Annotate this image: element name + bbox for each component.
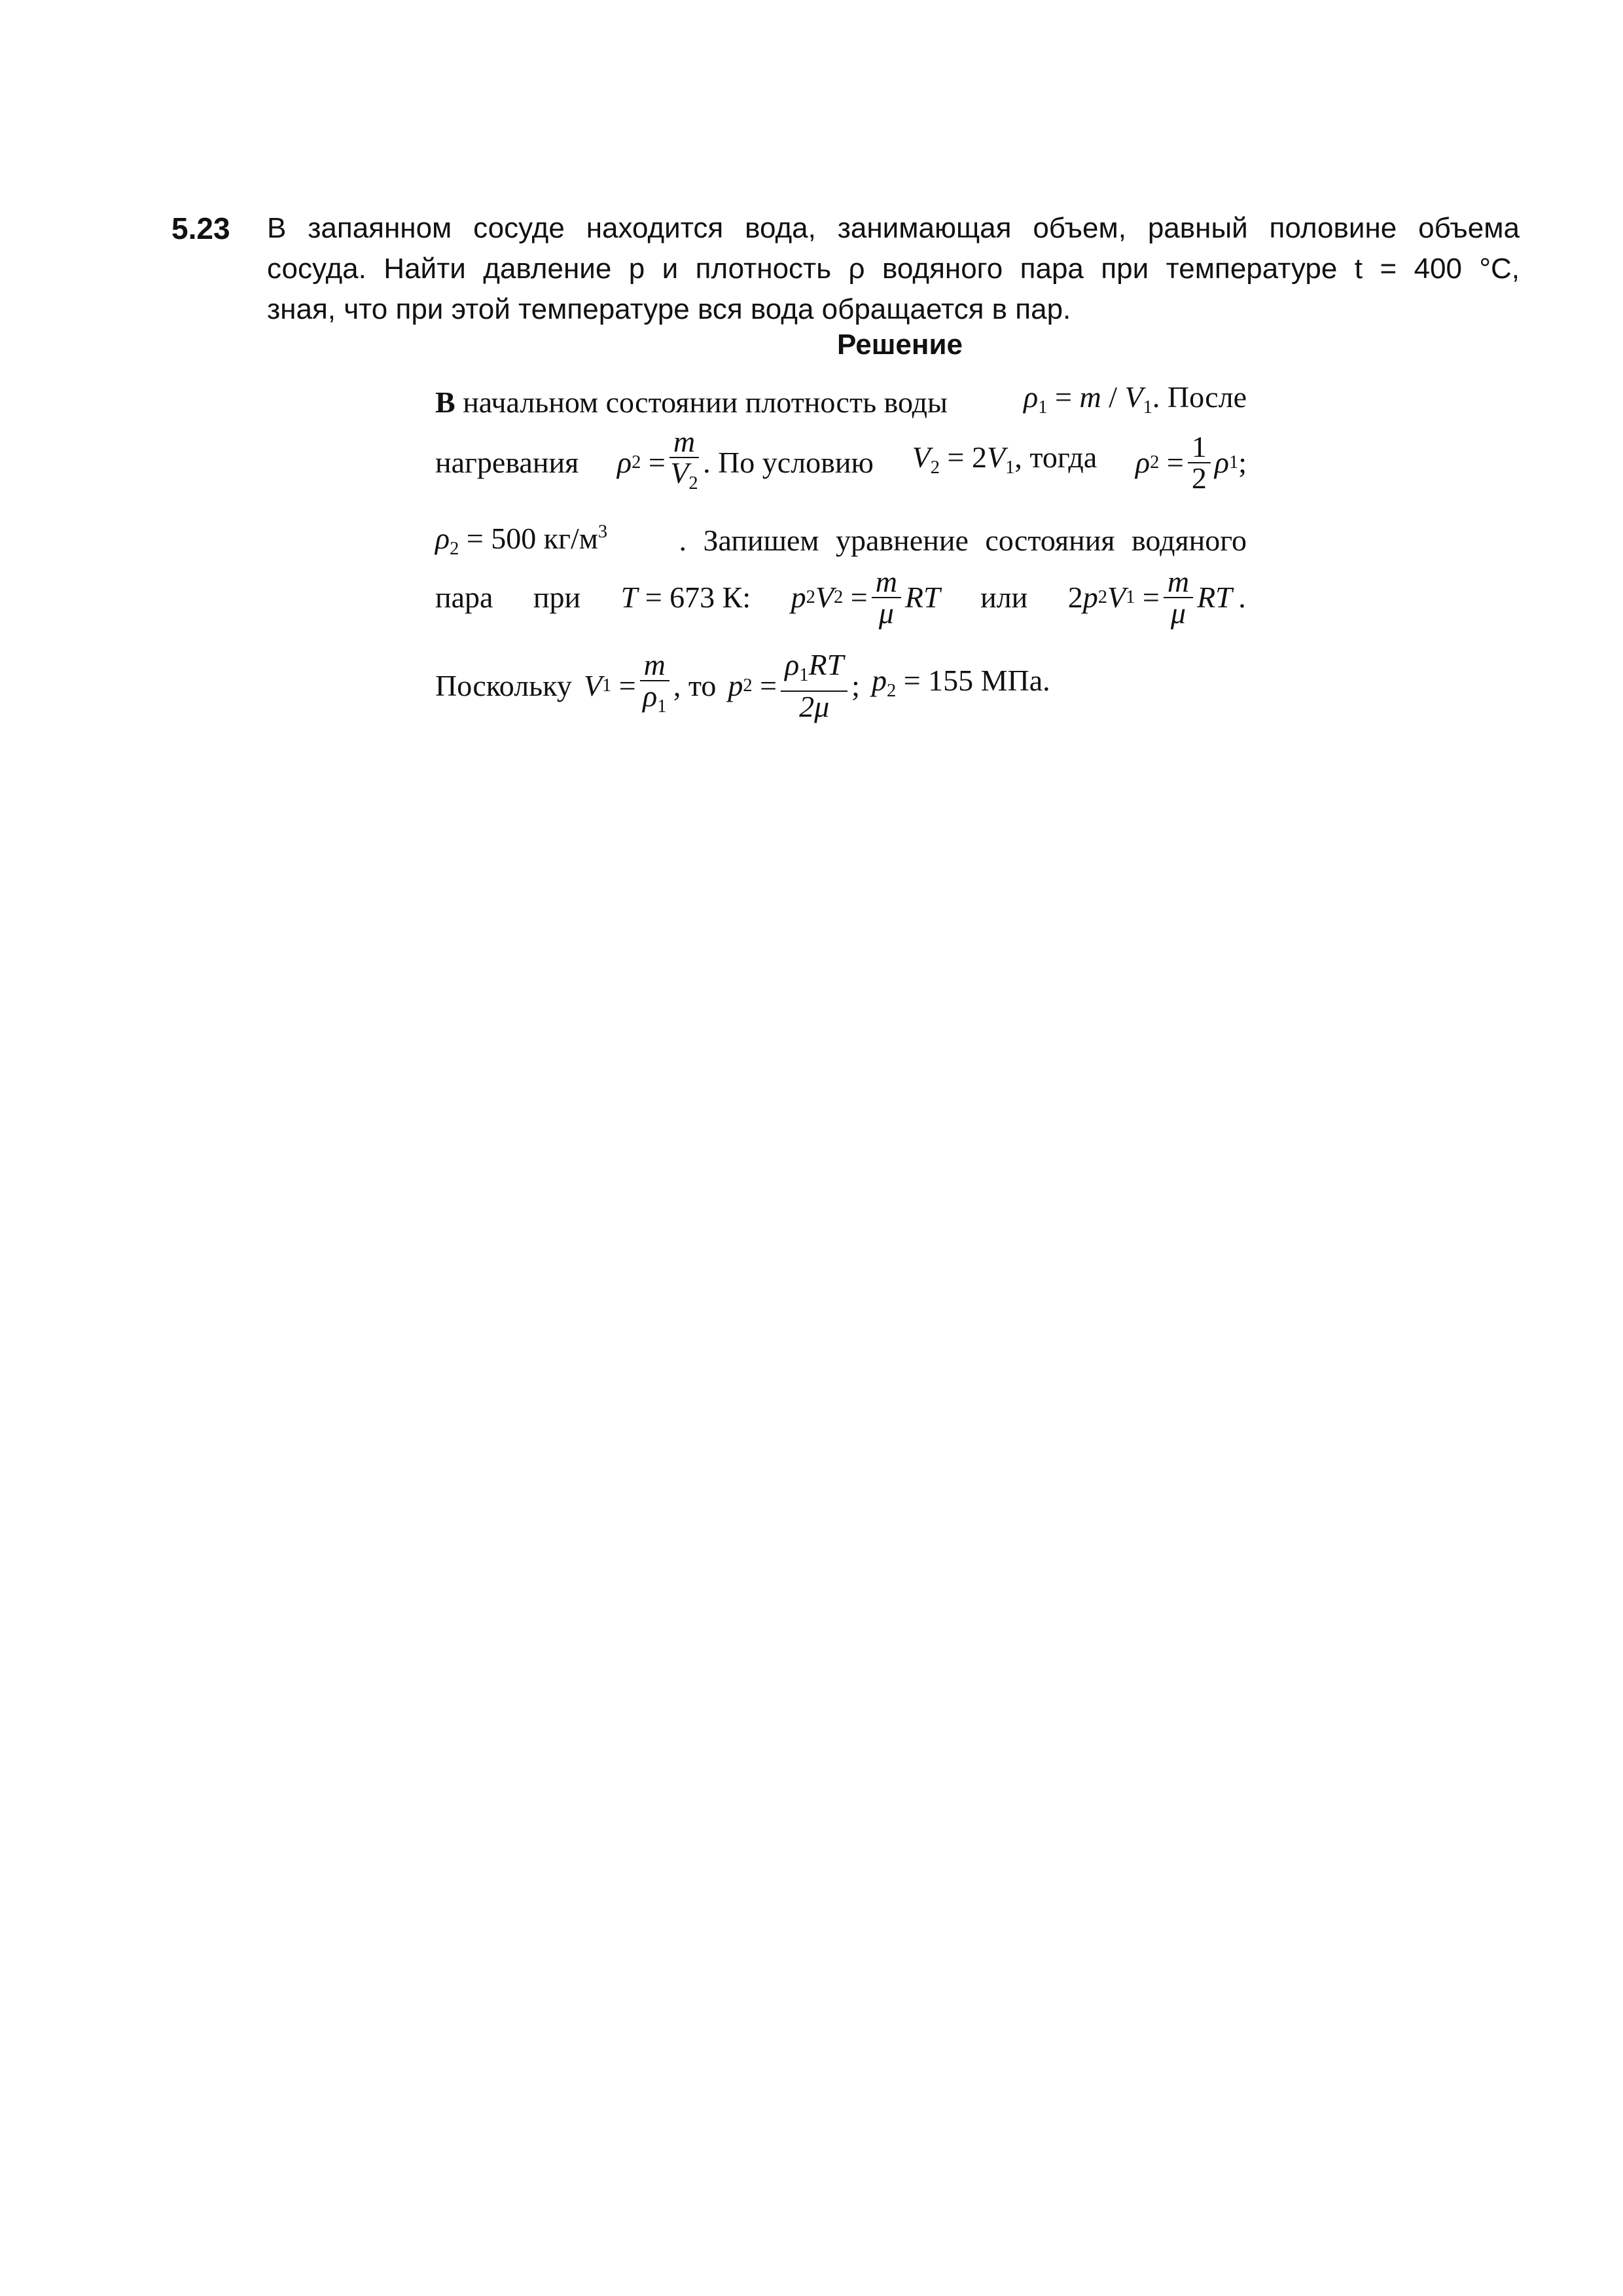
- line4-ili: или: [980, 581, 1028, 614]
- problem-line-2: сосуда. Найти давление p и плотность ρ водяного пара при температуре t = 400 °C,: [267, 253, 1520, 285]
- line2-condition: $V_2 = 2V_1$, тогда: [912, 440, 1097, 478]
- problem-number: 5.23: [171, 211, 230, 245]
- fraction-m-over-v2: $\frac{m}{V_2}$: [670, 424, 698, 494]
- line4-equation-2: 2 p 2 V 1 = $\frac{m}{\mu}$ RT .: [1067, 565, 1247, 630]
- solution-line-3: [435, 516, 1247, 565]
- fraction-rho1rt-over-2mu: $\frac{\rho_1RT}{2\mu}$: [781, 650, 847, 722]
- line5-v1-formula: V 1 = $\frac{m}{\rho_1}$ , то: [584, 650, 717, 722]
- fraction-one-half: $\frac{1}{2}$: [1188, 432, 1211, 493]
- solution-line-2: [435, 424, 1247, 499]
- fraction-m-over-mu-1: $\frac{m}{\mu}$: [872, 567, 901, 628]
- line1-text: В начальном состоянии плотность воды: [435, 386, 948, 420]
- problem-line-3: зная, что при этой температуре вся вода обращается в пар.: [267, 293, 1071, 325]
- line3-text: . Запишем уравнение состояния водяного: [679, 524, 1247, 558]
- line3-density-value: $\rho_2 = 500$ $кг/м^3$: [435, 522, 608, 560]
- problem-line-1: В запаянном сосуде находится вода, занимающая объем, равный половине объема: [267, 212, 1520, 244]
- solution-line-4: [435, 562, 1247, 634]
- problem-block: [171, 208, 1520, 330]
- solution-line-1: [435, 381, 1247, 424]
- line4-equation-1: p 2 V 2 = $\frac{m}{\mu}$ RT: [791, 565, 940, 630]
- line2-half-formula: ρ 2 = $\frac{1}{2}$ ρ 1 ;: [1135, 430, 1247, 495]
- line5-label: Поскольку: [435, 669, 572, 702]
- line5-result: $p_2 = 155$ МПа.: [871, 663, 1050, 702]
- line5-p2-formula: p 2 = $\frac{\rho_1RT}{2\mu}$ ;: [728, 647, 860, 724]
- line2-label: нагревания: [435, 446, 579, 479]
- fraction-m-over-mu-2: $\frac{m}{\mu}$: [1164, 567, 1193, 628]
- fraction-m-over-rho1: $\frac{m}{\rho_1}$: [640, 650, 669, 722]
- solution-line-5: [435, 647, 1050, 725]
- solution-heading: Решение: [837, 329, 963, 361]
- line2-rho2-formula: ρ 2 = $\frac{m}{V_2}$ . По условию: [617, 427, 874, 499]
- line4-temperature: T = 673 К:: [620, 581, 751, 614]
- problem-statement: [267, 208, 1520, 330]
- line4-para: пара: [435, 581, 493, 614]
- line1-formula: $\rho_1 = m / V_1$. После: [1024, 380, 1247, 418]
- line4-pri: при: [533, 581, 581, 614]
